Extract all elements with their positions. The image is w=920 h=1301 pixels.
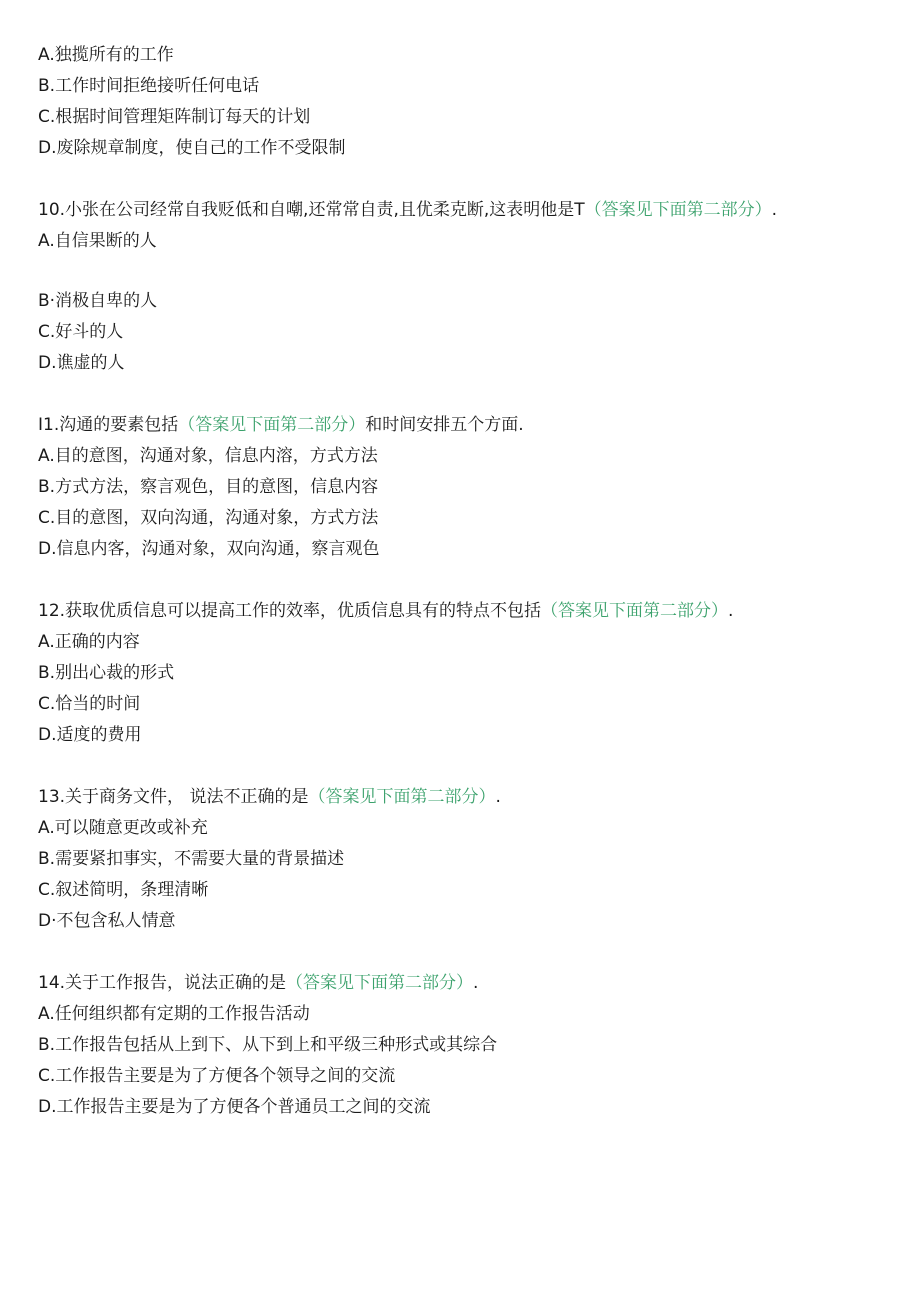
q12-option-c: C.恰当的时间 — [38, 694, 141, 714]
q13-stem — [38, 782, 898, 813]
question-9-options — [38, 40, 898, 164]
q10-stem-end: . — [771, 200, 778, 220]
q10-answer-hint: （答案见下面第二部分） — [584, 200, 772, 220]
q9-option-c: C.根据时间管理矩阵制订每天的计划 — [38, 107, 311, 127]
q14-option-a: A.任何组织都有定期的工作报告活动 — [38, 1004, 310, 1024]
q14-stem-text: 14.关于工作报告，说法正确的是 — [38, 973, 287, 993]
question-11 — [38, 410, 898, 565]
question-13 — [38, 782, 898, 937]
q13-stem-end: . — [495, 787, 501, 807]
q14-stem — [38, 968, 898, 999]
q14-answer-hint: （答案见下面第二部分） — [286, 973, 474, 993]
q10-stem-text: 10.小张在公司经常自我贬低和自嘲,还常常自责,且优柔克断,这表明他是T — [38, 200, 585, 220]
q11-option-a: A.目的意图，沟通对象，信息内溶，方式方法 — [38, 446, 378, 466]
document-page — [38, 40, 898, 1123]
q13-option-d: D·不包含私人情意 — [38, 911, 176, 931]
q11-option-c: C.目的意图，双向沟通，沟通对象，方式方法 — [38, 508, 379, 528]
q9-option-a: A.独揽所有的工作 — [38, 45, 174, 65]
q11-stem-end: 和时间安排五个方面. — [365, 415, 524, 435]
q12-option-d: D.适度的费用 — [38, 725, 142, 745]
q10-stem — [38, 195, 898, 226]
q14-stem-end: . — [473, 973, 479, 993]
q14-option-c: C.工作报告主要是为了方便各个领导之间的交流 — [38, 1066, 396, 1086]
q12-stem — [38, 596, 898, 627]
q13-option-c: C.叙述简明，条理清晰 — [38, 880, 209, 900]
q12-stem-end: . — [728, 601, 734, 621]
q10-option-a: A.自信果断的人 — [38, 231, 157, 251]
q10-option-b: B·消极自卑的人 — [38, 291, 158, 311]
q14-option-b: B.工作报告包括从上到下、从下到上和平级三种形式或其综合 — [38, 1035, 498, 1055]
q11-option-d: D.信息内客，沟通对象，双向沟通，察言观色 — [38, 539, 380, 559]
q13-option-a: A.可以随意更改或补充 — [38, 818, 208, 838]
q12-answer-hint: （答案见下面第二部分） — [541, 601, 729, 621]
q12-option-b: B.别出心裁的形式 — [38, 663, 175, 683]
q11-stem-text: I1.沟通的要素包括 — [38, 415, 179, 435]
q10-option-c: C.好斗的人 — [38, 322, 124, 342]
q13-option-b: B.需要紧扣事实，不需要大量的背景描述 — [38, 849, 345, 869]
q12-stem-text: 12.获取优质信息可以提高工作的效率，优质信息具有的特点不包括 — [38, 601, 542, 621]
q11-stem — [38, 410, 898, 441]
q12-option-a: A.正确的内容 — [38, 632, 140, 652]
q13-answer-hint: （答案见下面第二部分） — [308, 787, 496, 807]
q13-stem-text: 13.关于商务文件， 说法不正确的是 — [38, 787, 309, 807]
q11-answer-hint: （答案见下面第二部分） — [178, 415, 366, 435]
question-10 — [38, 195, 898, 379]
question-12 — [38, 596, 898, 751]
q11-option-b: B.方式方法，察言观色，目的意图，信息内容 — [38, 477, 379, 497]
q10-option-d: D.谯虚的人 — [38, 353, 125, 373]
q9-option-b: B.工作时间拒绝接听任何电话 — [38, 76, 260, 96]
question-14 — [38, 968, 898, 1123]
q14-option-d: D.工作报告主要是为了方便各个普通员工之间的交流 — [38, 1097, 431, 1117]
q9-option-d: D.废除规章制度，使自己的工作不受限制 — [38, 138, 346, 158]
